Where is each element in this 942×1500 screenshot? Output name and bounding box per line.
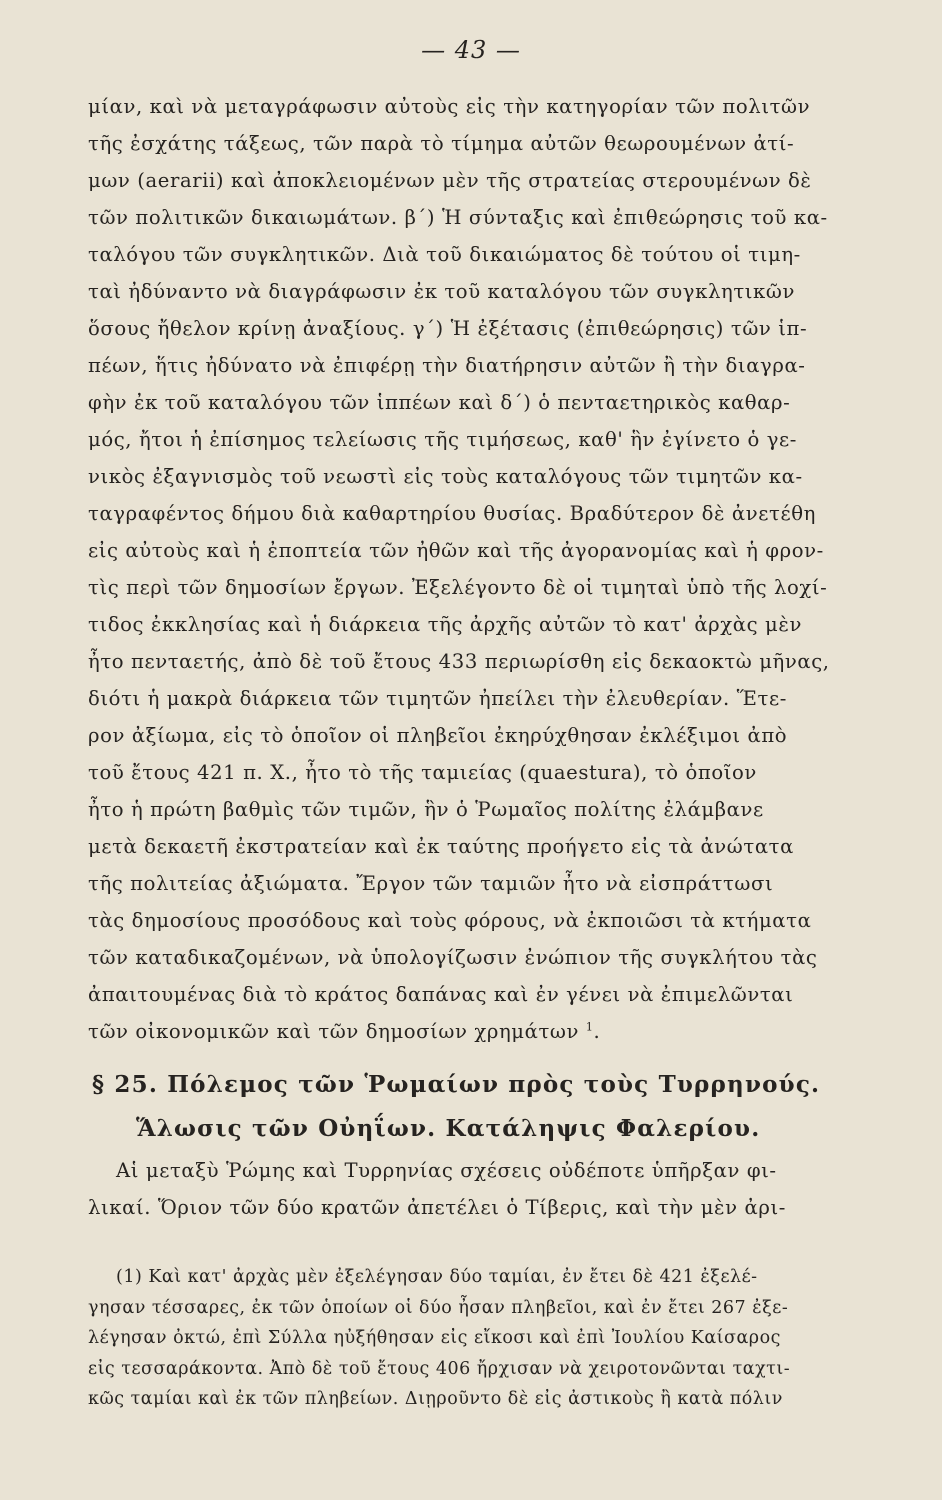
section-title-line-1: § 25. Πόλεμος τῶν Ῥωμαίων πρὸς τοὺς Τυρρηνούς. — [92, 1071, 821, 1098]
text-line: εἰς αὐτοὺς καὶ ἡ ἐποπτεία τῶν ἠθῶν καὶ τῆς ἀγορανομίας καὶ ἡ φρον- — [88, 539, 824, 562]
text-line-last — [88, 1013, 856, 1050]
footnote-line: λέγησαν ὀκτώ, ἐπὶ Σύλλα ηὐξήθησαν εἰς εἴκοσι καὶ ἐπὶ Ἰουλίου Καίσαρος — [88, 1328, 781, 1348]
text-line: μων (aerarii) καὶ ἀποκλειομένων μὲν τῆς στρατείας στερουμένων δὲ — [88, 169, 812, 192]
text-line: ταὶ ἠδύναντο νὰ διαγράφωσιν ἐκ τοῦ καταλόγου τῶν συγκλητικῶν — [88, 280, 795, 303]
text-line: μός, ἤτοι ἡ ἐπίσημος τελείωσις τῆς τιμήσεως, καθ' ἣν ἐγίνετο ὁ γε- — [88, 428, 798, 451]
section-heading — [92, 1063, 852, 1151]
text-line: τῶν καταδικαζομένων, νὰ ὑπολογίζωσιν ἐνώπιον τῆς συγκλήτου τὰς — [88, 946, 818, 969]
text-line: πέων, ἥτις ἠδύνατο νὰ ἐπιφέρῃ τὴν διατήρησιν αὐτῶν ἢ τὴν διαγρα- — [88, 354, 806, 377]
footnote — [88, 1262, 856, 1415]
footnote-reference[interactable]: 1 — [585, 1020, 594, 1034]
text-line: τῆς πολιτείας ἀξιώματα. Ἔργον τῶν ταμιῶν ἦτο νὰ εἰσπράττωσι — [88, 872, 774, 895]
footnote-line: εἰς τεσσαράκοντα. Ἀπὸ δὲ τοῦ ἔτους 406 ἤρχισαν νὰ χειροτονῶνται ταχτι- — [88, 1358, 791, 1379]
text-line: φὴν ἐκ τοῦ καταλόγου τῶν ἱππέων καὶ δ΄) ὁ πενταετηρικὸς καθαρ- — [88, 391, 791, 414]
text-line: νικὸς ἐξαγνισμὸς τοῦ νεωστὶ εἰς τοὺς καταλόγους τῶν τιμητῶν κα- — [88, 465, 803, 488]
sentence-end: . — [593, 1020, 601, 1043]
text-line: ταλόγου τῶν συγκλητικῶν. Διὰ τοῦ δικαιώματος δὲ τούτου οἱ τιμη- — [88, 243, 801, 266]
text-line: ὅσους ἤθελον κρίνῃ ἀναξίους. γ΄) Ἡ ἐξέτασις (ἐπιθεώρησις) τῶν ἱπ- — [88, 317, 808, 340]
section-title-line-2: Ἅλωσις τῶν Οὐηΐων. Κατάληψις Φαλερίου. — [136, 1115, 761, 1142]
text-line: μετὰ δεκαετῆ ἐκστρατείαν καὶ ἐκ ταύτης προήγετο εἰς τὰ ἀνώτατα — [88, 835, 794, 858]
section-paragraph — [88, 1152, 856, 1226]
text-line: ρον ἀξίωμα, εἰς τὸ ὁποῖον οἱ πληβεῖοι ἐκηρύχθησαν ἐκλέξιμοι ἀπὸ — [88, 724, 788, 747]
text-line: τὰς δημοσίους προσόδους καὶ τοὺς φόρους, νὰ ἐκποιῶσι τὰ κτήματα — [88, 909, 812, 932]
text-line-content: τῶν οἰκονομικῶν καὶ τῶν δημοσίων χρημάτων — [88, 1020, 579, 1043]
text-line: τῶν πολιτικῶν δικαιωμάτων. β΄) Ἡ σύνταξις καὶ ἐπιθεώρησις τοῦ κα- — [88, 206, 828, 229]
page-number: — 43 — — [421, 36, 521, 64]
text-line: ἦτο ἡ πρώτη βαθμὶς τῶν τιμῶν, ἣν ὁ Ῥωμαῖος πολίτης ἐλάμβανε — [88, 798, 764, 821]
footnote-line: (1) Καὶ κατ' ἀρχὰς μὲν ἐξελέγησαν δύο ταμίαι, ἐν ἔτει δὲ 421 ἐξελέ- — [116, 1267, 758, 1287]
text-line: Αἱ μεταξὺ Ῥώμης καὶ Τυρρηνίας σχέσεις οὐδέποτε ὑπῆρξαν φι- — [116, 1159, 777, 1182]
footnote-line: κῶς ταμίαι καὶ ἐκ τῶν πληβείων. Διῃροῦντο δὲ εἰς ἀστικοὺς ἢ κατὰ πόλιν — [88, 1389, 783, 1409]
text-line: ἦτο πενταετής, ἀπὸ δὲ τοῦ ἔτους 433 περιωρίσθη εἰς δεκαοκτὼ μῆνας, — [88, 650, 830, 673]
text-line: τὶς περὶ τῶν δημοσίων ἔργων. Ἐξελέγοντο δὲ οἱ τιμηταὶ ὑπὸ τῆς λοχί- — [88, 576, 828, 599]
footnote-line: γησαν τέσσαρες, ἐκ τῶν ὁποίων οἱ δύο ἦσαν πληβεῖοι, καὶ ἐν ἔτει 267 ἐξε- — [88, 1297, 789, 1318]
text-line: μίαν, καὶ νὰ μεταγράφωσιν αὐτοὺς εἰς τὴν κατηγορίαν τῶν πολιτῶν — [88, 95, 811, 118]
text-line: ταγραφέντος δήμου διὰ καθαρτηρίου θυσίας. Βραδύτερον δὲ ἀνετέθη — [88, 502, 816, 525]
main-paragraph — [88, 88, 856, 1050]
text-line: λικαί. Ὅριον τῶν δύο κρατῶν ἀπετέλει ὁ Τίβερις, καὶ τὴν μὲν ἀρι- — [88, 1196, 786, 1219]
text-line: τῆς ἐσχάτης τάξεως, τῶν παρὰ τὸ τίμημα αὐτῶν θεωρουμένων ἀτί- — [88, 132, 795, 155]
text-line: ἀπαιτουμένας διὰ τὸ κράτος δαπάνας καὶ ἐν γένει νὰ ἐπιμελῶνται — [88, 983, 794, 1006]
text-line: τιδος ἐκκλησίας καὶ ἡ διάρκεια τῆς ἀρχῆς αὐτῶν τὸ κατ' ἀρχὰς μὲν — [88, 613, 802, 636]
text-line: διότι ἡ μακρὰ διάρκεια τῶν τιμητῶν ἠπείλει τὴν ἐλευθερίαν. Ἕτε- — [88, 687, 787, 710]
text-line: τοῦ ἔτους 421 π. Χ., ἦτο τὸ τῆς ταμιείας (quaestura), τὸ ὁποῖον — [88, 761, 757, 784]
